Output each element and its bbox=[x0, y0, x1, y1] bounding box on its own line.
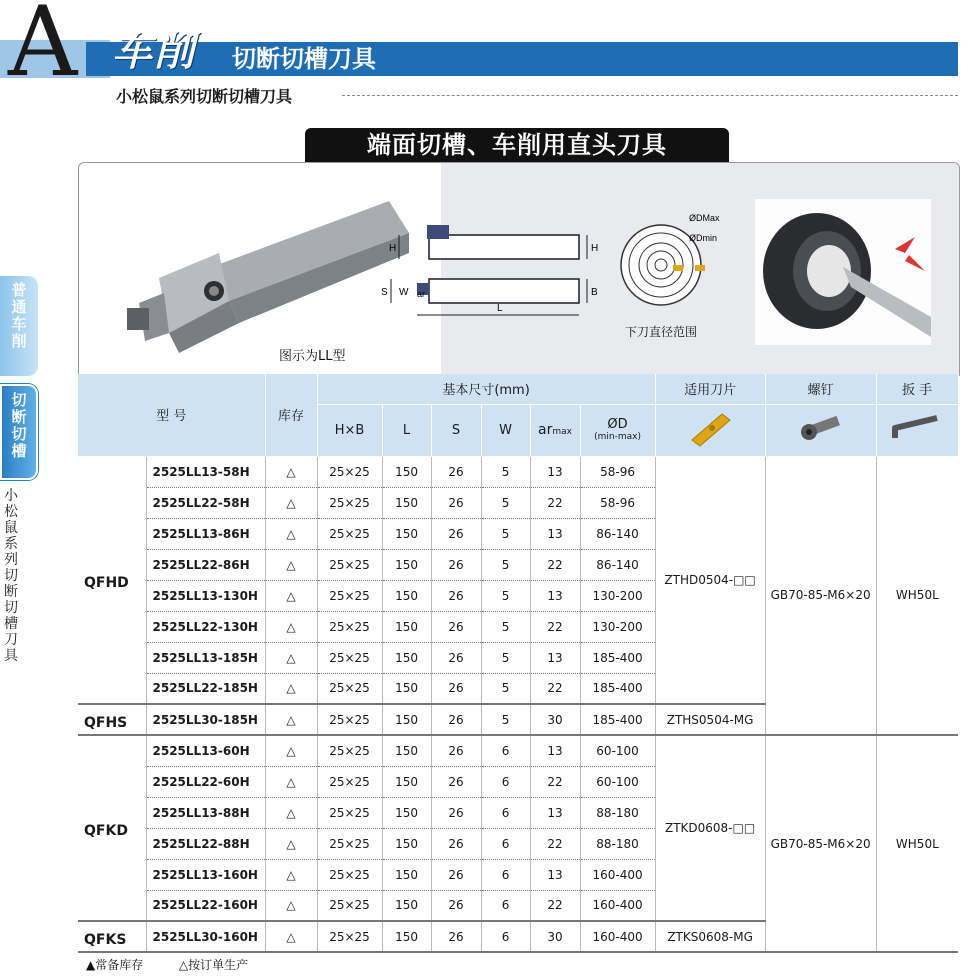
model-cell: 2525LL22-160H bbox=[146, 890, 265, 921]
model-cell: 2525LL13-86H bbox=[146, 518, 265, 549]
family-code: QFKS bbox=[78, 921, 146, 952]
header-ar-sub: max bbox=[552, 427, 572, 437]
l-cell: 150 bbox=[382, 642, 431, 673]
s-cell: 26 bbox=[431, 580, 481, 611]
dim-label-b: B bbox=[591, 287, 598, 298]
s-cell: 26 bbox=[431, 487, 481, 518]
range-caption: 下刀直径范围 bbox=[625, 325, 698, 339]
ar-cell: 13 bbox=[530, 859, 580, 890]
header-wrench: 扳 手 bbox=[876, 374, 958, 404]
ar-cell: 13 bbox=[530, 642, 580, 673]
ar-cell: 22 bbox=[530, 611, 580, 642]
dim-label-w: W bbox=[399, 287, 409, 298]
od-cell: 58-96 bbox=[580, 456, 655, 487]
dim-label-l: L bbox=[497, 303, 503, 314]
od-cell: 130-200 bbox=[580, 611, 655, 642]
header-model: 型 号 bbox=[78, 374, 265, 456]
stock-cell: △ bbox=[265, 642, 317, 673]
s-cell: 26 bbox=[431, 735, 481, 766]
w-cell: 5 bbox=[481, 704, 530, 735]
hxb-cell: 25×25 bbox=[317, 580, 382, 611]
series-title: 小松鼠系列切断切槽刀具 bbox=[116, 87, 293, 106]
stock-cell: △ bbox=[265, 580, 317, 611]
model-cell: 2525LL22-130H bbox=[146, 611, 265, 642]
l-cell: 150 bbox=[382, 828, 431, 859]
s-cell: 26 bbox=[431, 704, 481, 735]
w-cell: 6 bbox=[481, 766, 530, 797]
table-row bbox=[78, 735, 958, 766]
w-cell: 5 bbox=[481, 549, 530, 580]
series-divider bbox=[342, 95, 958, 96]
s-cell: 26 bbox=[431, 673, 481, 704]
stock-cell: △ bbox=[265, 859, 317, 890]
stock-cell: △ bbox=[265, 611, 317, 642]
w-cell: 5 bbox=[481, 487, 530, 518]
side-tab-parting-grooving[interactable] bbox=[0, 384, 38, 480]
od-cell: 88-180 bbox=[580, 797, 655, 828]
header-od bbox=[580, 404, 655, 456]
stock-cell: △ bbox=[265, 518, 317, 549]
dim-label-h: H bbox=[591, 243, 599, 254]
spec-table-body bbox=[78, 456, 958, 952]
s-cell: 26 bbox=[431, 766, 481, 797]
model-cell: 2525LL30-185H bbox=[146, 704, 265, 735]
ar-cell: 22 bbox=[530, 487, 580, 518]
legend-to-order: △按订单生产 bbox=[178, 958, 249, 972]
stock-cell: △ bbox=[265, 487, 317, 518]
ar-cell: 22 bbox=[530, 828, 580, 859]
hxb-cell: 25×25 bbox=[317, 921, 382, 952]
hxb-cell: 25×25 bbox=[317, 735, 382, 766]
l-cell: 150 bbox=[382, 518, 431, 549]
l-cell: 150 bbox=[382, 921, 431, 952]
wrench-cell: WH50L bbox=[876, 735, 958, 952]
model-cell: 2525LL13-88H bbox=[146, 797, 265, 828]
side-tab-label: 切断切槽 bbox=[11, 391, 27, 460]
l-cell: 150 bbox=[382, 487, 431, 518]
header-screw: 螺钉 bbox=[765, 374, 876, 404]
s-cell: 26 bbox=[431, 890, 481, 921]
model-cell: 2525LL22-58H bbox=[146, 487, 265, 518]
l-cell: 150 bbox=[382, 704, 431, 735]
dim-label-h: H bbox=[389, 243, 397, 254]
hxb-cell: 25×25 bbox=[317, 828, 382, 859]
insert-cell: ZTHD0504-□□ bbox=[655, 456, 765, 704]
insert-cell: ZTKD0608-□□ bbox=[655, 735, 765, 921]
legend-in-stock: ▲常备库存 bbox=[86, 958, 144, 972]
l-cell: 150 bbox=[382, 890, 431, 921]
w-cell: 5 bbox=[481, 673, 530, 704]
stock-cell: △ bbox=[265, 797, 317, 828]
figure-panel bbox=[78, 162, 960, 376]
wrench-icon bbox=[876, 404, 958, 456]
ar-cell: 13 bbox=[530, 518, 580, 549]
header-basic-dims: 基本尺寸(mm) bbox=[317, 374, 655, 404]
wrench-cell: WH50L bbox=[876, 456, 958, 735]
model-cell: 2525LL30-160H bbox=[146, 921, 265, 952]
side-series-label: 小松鼠系列切断切槽刀具 bbox=[4, 488, 18, 664]
legend-note bbox=[86, 956, 248, 973]
s-cell: 26 bbox=[431, 828, 481, 859]
hxb-cell: 25×25 bbox=[317, 766, 382, 797]
hxb-cell: 25×25 bbox=[317, 456, 382, 487]
header-od-label: ØD bbox=[607, 417, 628, 432]
stock-cell: △ bbox=[265, 673, 317, 704]
application-image bbox=[755, 199, 931, 345]
header-band bbox=[86, 42, 958, 76]
s-cell: 26 bbox=[431, 611, 481, 642]
stock-cell: △ bbox=[265, 549, 317, 580]
table-row bbox=[78, 456, 958, 487]
hxb-cell: 25×25 bbox=[317, 549, 382, 580]
section-letter: A bbox=[8, 0, 78, 98]
dim-label-s: S bbox=[381, 287, 388, 298]
ar-cell: 22 bbox=[530, 673, 580, 704]
ar-cell: 13 bbox=[530, 735, 580, 766]
model-cell: 2525LL22-60H bbox=[146, 766, 265, 797]
model-cell: 2525LL22-185H bbox=[146, 673, 265, 704]
w-cell: 5 bbox=[481, 518, 530, 549]
ar-cell: 22 bbox=[530, 766, 580, 797]
od-cell: 160-400 bbox=[580, 921, 655, 952]
hxb-cell: 25×25 bbox=[317, 890, 382, 921]
l-cell: 150 bbox=[382, 580, 431, 611]
screw-cell: GB70-85-M6×20 bbox=[765, 456, 876, 735]
stock-cell: △ bbox=[265, 828, 317, 859]
header-w: W bbox=[481, 404, 530, 456]
w-cell: 6 bbox=[481, 828, 530, 859]
ar-cell: 30 bbox=[530, 921, 580, 952]
diameter-range-drawing bbox=[617, 203, 737, 313]
family-code: QFHS bbox=[78, 704, 146, 735]
hxb-cell: 25×25 bbox=[317, 673, 382, 704]
ar-cell: 13 bbox=[530, 456, 580, 487]
s-cell: 26 bbox=[431, 921, 481, 952]
stock-cell: △ bbox=[265, 921, 317, 952]
header-ar bbox=[530, 404, 580, 456]
od-cell: 130-200 bbox=[580, 580, 655, 611]
s-cell: 26 bbox=[431, 549, 481, 580]
hxb-cell: 25×25 bbox=[317, 611, 382, 642]
od-cell: 185-400 bbox=[580, 704, 655, 735]
ar-cell: 13 bbox=[530, 797, 580, 828]
hxb-cell: 25×25 bbox=[317, 797, 382, 828]
stock-cell: △ bbox=[265, 456, 317, 487]
od-cell: 160-400 bbox=[580, 890, 655, 921]
od-cell: 60-100 bbox=[580, 766, 655, 797]
od-min-label: ØDmin bbox=[689, 233, 718, 243]
w-cell: 6 bbox=[481, 890, 530, 921]
od-cell: 86-140 bbox=[580, 549, 655, 580]
w-cell: 6 bbox=[481, 797, 530, 828]
side-tab-label: 普通车削 bbox=[11, 281, 27, 350]
ar-cell: 22 bbox=[530, 549, 580, 580]
dimension-drawing bbox=[369, 187, 599, 327]
ar-cell: 30 bbox=[530, 704, 580, 735]
stock-cell: △ bbox=[265, 704, 317, 735]
s-cell: 26 bbox=[431, 642, 481, 673]
insert-cell: ZTKS0608-MG bbox=[655, 921, 765, 952]
w-cell: 5 bbox=[481, 642, 530, 673]
od-cell: 160-400 bbox=[580, 859, 655, 890]
header-insert: 适用刀片 bbox=[655, 374, 765, 404]
dim-label-ar: ar bbox=[417, 289, 426, 299]
s-cell: 26 bbox=[431, 859, 481, 890]
spec-table bbox=[78, 374, 959, 953]
s-cell: 26 bbox=[431, 456, 481, 487]
w-cell: 5 bbox=[481, 580, 530, 611]
od-cell: 185-400 bbox=[580, 673, 655, 704]
hxb-cell: 25×25 bbox=[317, 487, 382, 518]
model-cell: 2525LL13-60H bbox=[146, 735, 265, 766]
w-cell: 5 bbox=[481, 456, 530, 487]
l-cell: 150 bbox=[382, 735, 431, 766]
od-cell: 88-180 bbox=[580, 828, 655, 859]
od-cell: 58-96 bbox=[580, 487, 655, 518]
ar-cell: 13 bbox=[530, 580, 580, 611]
hxb-cell: 25×25 bbox=[317, 642, 382, 673]
w-cell: 6 bbox=[481, 859, 530, 890]
l-cell: 150 bbox=[382, 859, 431, 890]
model-cell: 2525LL22-88H bbox=[146, 828, 265, 859]
w-cell: 5 bbox=[481, 611, 530, 642]
header-stock: 库存 bbox=[265, 374, 317, 456]
od-max-label: ØDMax bbox=[689, 213, 720, 223]
figure-note: 图示为LL型 bbox=[279, 349, 346, 364]
screw-icon bbox=[765, 404, 876, 456]
l-cell: 150 bbox=[382, 797, 431, 828]
l-cell: 150 bbox=[382, 673, 431, 704]
l-cell: 150 bbox=[382, 456, 431, 487]
category-subtitle: 切断切槽刀具 bbox=[232, 45, 376, 73]
header-hxb: H×B bbox=[317, 404, 382, 456]
side-tab-general-turning[interactable] bbox=[0, 276, 38, 376]
hxb-cell: 25×25 bbox=[317, 518, 382, 549]
ar-cell: 22 bbox=[530, 890, 580, 921]
model-cell: 2525LL22-86H bbox=[146, 549, 265, 580]
od-cell: 60-100 bbox=[580, 735, 655, 766]
s-cell: 26 bbox=[431, 797, 481, 828]
category-title: 车削 bbox=[112, 29, 196, 75]
hxb-cell: 25×25 bbox=[317, 859, 382, 890]
header-l: L bbox=[382, 404, 431, 456]
family-code: QFKD bbox=[78, 735, 146, 921]
stock-cell: △ bbox=[265, 766, 317, 797]
model-cell: 2525LL13-58H bbox=[146, 456, 265, 487]
family-code: QFHD bbox=[78, 456, 146, 704]
s-cell: 26 bbox=[431, 518, 481, 549]
screw-cell: GB70-85-M6×20 bbox=[765, 735, 876, 952]
stock-cell: △ bbox=[265, 890, 317, 921]
header-ar-label: ar bbox=[538, 422, 553, 438]
model-cell: 2525LL13-130H bbox=[146, 580, 265, 611]
model-cell: 2525LL13-185H bbox=[146, 642, 265, 673]
hxb-cell: 25×25 bbox=[317, 704, 382, 735]
model-cell: 2525LL13-160H bbox=[146, 859, 265, 890]
header-s: S bbox=[431, 404, 481, 456]
header-od-sub: (min-max) bbox=[594, 432, 641, 442]
l-cell: 150 bbox=[382, 611, 431, 642]
insert-icon bbox=[655, 404, 765, 456]
insert-cell: ZTHS0504-MG bbox=[655, 704, 765, 735]
section-title: 端面切槽、车削用直头刀具 bbox=[305, 128, 729, 162]
stock-cell: △ bbox=[265, 735, 317, 766]
od-cell: 185-400 bbox=[580, 642, 655, 673]
w-cell: 6 bbox=[481, 735, 530, 766]
od-cell: 86-140 bbox=[580, 518, 655, 549]
l-cell: 150 bbox=[382, 766, 431, 797]
w-cell: 6 bbox=[481, 921, 530, 952]
l-cell: 150 bbox=[382, 549, 431, 580]
